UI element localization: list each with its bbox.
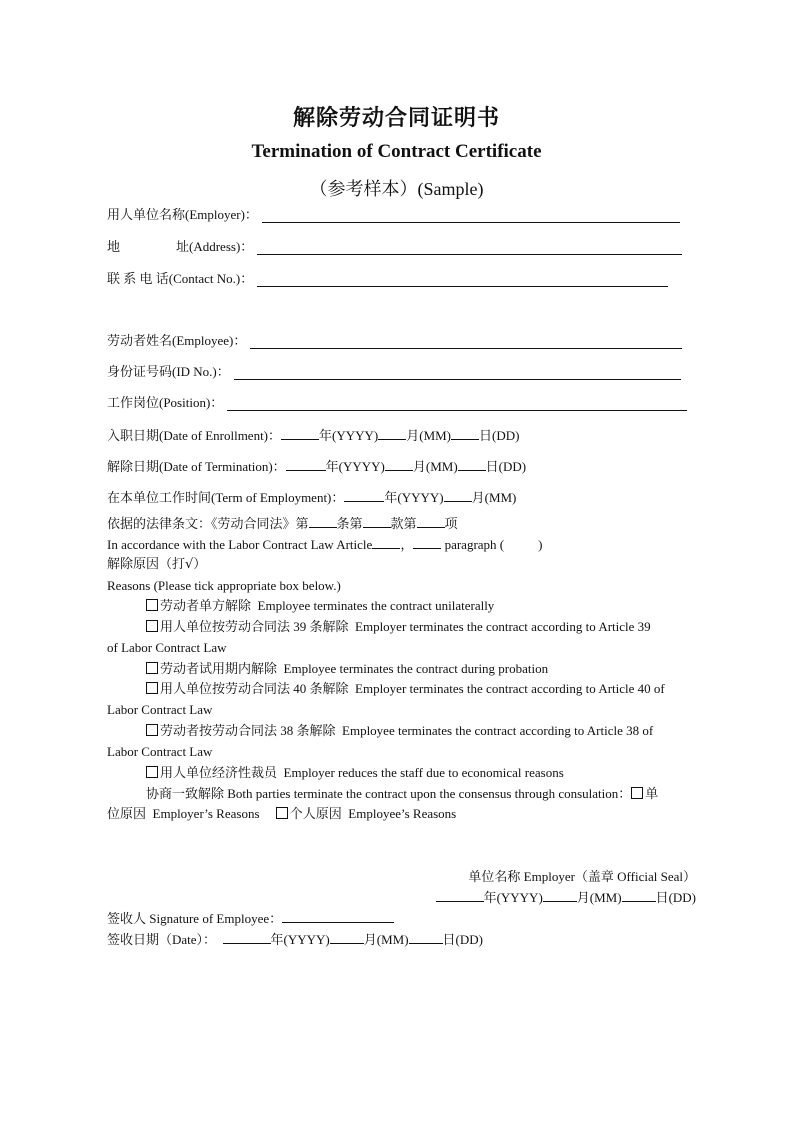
consensus-option bbox=[146, 786, 658, 802]
reasons-heading-en: Reasons (Please tick appropriate box below.) bbox=[107, 578, 341, 593]
day-unit: 日(DD) bbox=[485, 459, 527, 474]
reasons-heading-cn: 解除原因（打√） bbox=[107, 557, 207, 572]
reason-continuation: of Labor Contract Law bbox=[107, 640, 227, 655]
year-unit: 年(YYYY) bbox=[325, 459, 385, 474]
item-blank[interactable] bbox=[417, 515, 445, 528]
seal-year-blank[interactable] bbox=[436, 889, 484, 902]
checkbox[interactable] bbox=[146, 599, 158, 611]
law-kuan: 款第 bbox=[390, 516, 417, 531]
signature-blank[interactable] bbox=[282, 910, 394, 923]
page-title: 解除劳动合同证明书 bbox=[292, 106, 500, 131]
employer-reason-checkbox[interactable] bbox=[631, 787, 643, 799]
reason-cn: 用人单位按劳动合同法 39 条解除 bbox=[160, 619, 349, 634]
consensus-en: Both parties terminate the contract upon the consensus through consulation： bbox=[227, 786, 632, 801]
sign-date-label: 签收日期（Date）： bbox=[107, 932, 217, 947]
seal-day-blank[interactable] bbox=[622, 889, 656, 902]
address-field[interactable] bbox=[107, 239, 682, 255]
employer-reason-cn-part2: 位原因 bbox=[107, 806, 147, 821]
termination-date-row bbox=[107, 458, 526, 475]
seal-month-blank[interactable] bbox=[543, 889, 577, 902]
law-paragraph-en: paragraph ( bbox=[444, 537, 505, 552]
id-no-field[interactable] bbox=[107, 364, 681, 380]
reason-cn: 劳动者单方解除 bbox=[160, 598, 252, 613]
checkbox[interactable] bbox=[146, 662, 158, 674]
sign-date-row bbox=[107, 931, 483, 948]
employment-months-blank[interactable] bbox=[444, 489, 472, 502]
checkbox[interactable] bbox=[146, 724, 158, 736]
employer-reason-cn-part1: 单 bbox=[645, 786, 659, 801]
reason-option[interactable] bbox=[146, 765, 564, 781]
year-unit: 年(YYYY) bbox=[319, 428, 379, 443]
address-label-part2: 址(Address)： bbox=[176, 239, 254, 254]
term-month-blank[interactable] bbox=[385, 458, 413, 471]
enrollment-date-row bbox=[107, 427, 519, 444]
law-xiang: 项 bbox=[444, 516, 458, 531]
enroll-month-blank[interactable] bbox=[378, 427, 406, 440]
reason-option[interactable] bbox=[146, 681, 665, 697]
employee-name-field[interactable] bbox=[107, 333, 682, 349]
reason-option[interactable] bbox=[146, 619, 651, 635]
position-field[interactable] bbox=[107, 395, 687, 411]
article-blank[interactable] bbox=[309, 515, 337, 528]
personal-reason-checkbox[interactable] bbox=[276, 807, 288, 819]
personal-reason-en: Employee’s Reasons bbox=[348, 806, 457, 821]
checkbox[interactable] bbox=[146, 620, 158, 632]
consensus-cn: 协商一致解除 bbox=[146, 786, 225, 801]
employee-name-input-line[interactable] bbox=[250, 334, 682, 349]
employer-seal-label: 单位名称 Employer（盖章 Official Seal） bbox=[468, 869, 696, 884]
term-of-employment-label: 在本单位工作时间(Term of Employment)： bbox=[107, 490, 345, 505]
month-unit: 月(MM) bbox=[576, 890, 622, 905]
employer-name-input-line[interactable] bbox=[262, 208, 680, 223]
contact-field[interactable] bbox=[107, 271, 668, 287]
reason-option[interactable] bbox=[146, 598, 494, 614]
year-unit: 年(YYYY) bbox=[384, 490, 444, 505]
employer-reason-en: Employer’s Reasons bbox=[152, 806, 260, 821]
personal-reason-cn: 个人原因 bbox=[289, 806, 342, 821]
position-input-line[interactable] bbox=[227, 396, 687, 411]
id-no-input-line[interactable] bbox=[234, 365, 681, 380]
page-title-english: Termination of Contract Certificate bbox=[251, 141, 542, 162]
day-unit: 日(DD) bbox=[442, 932, 483, 947]
law-prefix-cn: 依据的法律条文：《劳动合同法》第 bbox=[107, 516, 309, 531]
employee-name-label: 劳动者姓名(Employee)： bbox=[107, 333, 247, 348]
checkbox[interactable] bbox=[146, 766, 158, 778]
reason-cn: 用人单位经济性裁员 bbox=[160, 765, 278, 780]
year-unit: 年(YYYY) bbox=[270, 932, 330, 947]
page-subtitle: （参考样本）(Sample) bbox=[309, 179, 484, 199]
checkbox[interactable] bbox=[146, 682, 158, 694]
address-input-line[interactable] bbox=[257, 240, 682, 255]
month-unit: 月(MM) bbox=[471, 490, 517, 505]
contact-label: 联 系 电 话(Contact No.)： bbox=[107, 271, 254, 286]
article-blank-en[interactable] bbox=[372, 536, 400, 549]
employer-name-label: 用人单位名称(Employer)： bbox=[107, 207, 258, 222]
month-unit: 月(MM) bbox=[412, 459, 458, 474]
reason-option[interactable] bbox=[146, 661, 548, 677]
enrollment-date-label: 入职日期(Date of Enrollment)： bbox=[107, 428, 282, 443]
signature-label: 签收人 Signature of Employee： bbox=[107, 911, 283, 926]
reason-option[interactable] bbox=[146, 723, 653, 739]
reason-en: Employee terminates the contract according to Article 38 of bbox=[342, 723, 654, 738]
day-unit: 日(DD) bbox=[479, 428, 520, 443]
reason-continuation: Labor Contract Law bbox=[107, 702, 213, 717]
term-of-employment-row bbox=[107, 489, 516, 506]
consensus-sub-options bbox=[107, 806, 456, 822]
paragraph-blank-en[interactable] bbox=[413, 536, 441, 549]
reason-cn: 用人单位按劳动合同法 40 条解除 bbox=[160, 681, 349, 696]
month-unit: 月(MM) bbox=[363, 932, 409, 947]
reason-en: Employer terminates the contract according to Article 39 bbox=[355, 619, 651, 634]
day-unit: 日(DD) bbox=[655, 890, 696, 905]
termination-date-label: 解除日期(Date of Termination)： bbox=[107, 459, 286, 474]
contact-input-line[interactable] bbox=[257, 272, 668, 287]
paragraph-blank[interactable] bbox=[363, 515, 391, 528]
reason-cn: 劳动者试用期内解除 bbox=[160, 661, 278, 676]
reason-continuation: Labor Contract Law bbox=[107, 744, 213, 759]
term-year-blank[interactable] bbox=[286, 458, 326, 471]
law-prefix-en: In accordance with the Labor Contract Law Article bbox=[107, 537, 373, 552]
law-basis-cn bbox=[107, 515, 458, 532]
year-unit: 年(YYYY) bbox=[483, 890, 543, 905]
reason-en: Employee terminates the contract during probation bbox=[283, 661, 549, 676]
enroll-day-blank[interactable] bbox=[451, 427, 479, 440]
term-day-blank[interactable] bbox=[458, 458, 486, 471]
law-tiao: 条第 bbox=[336, 516, 363, 531]
enroll-year-blank[interactable] bbox=[281, 427, 319, 440]
reason-en: Employer reduces the staff due to economical reasons bbox=[283, 765, 564, 780]
law-close: ) bbox=[538, 537, 543, 552]
address-label-part1: 地 bbox=[107, 239, 121, 254]
month-unit: 月(MM) bbox=[406, 428, 452, 443]
id-no-label: 身份证号码(ID No.)： bbox=[107, 364, 230, 379]
signature-row bbox=[107, 910, 394, 927]
law-comma: ， bbox=[400, 537, 414, 552]
employment-years-blank[interactable] bbox=[344, 489, 384, 502]
law-basis-en bbox=[107, 536, 542, 553]
seal-date-row bbox=[436, 889, 696, 906]
sign-month-blank[interactable] bbox=[330, 931, 364, 944]
sign-year-blank[interactable] bbox=[223, 931, 271, 944]
employer-name-field[interactable] bbox=[107, 207, 680, 223]
position-label: 工作岗位(Position)： bbox=[107, 395, 224, 410]
reason-en: Employer terminates the contract according to Article 40 of bbox=[355, 681, 665, 696]
sign-day-blank[interactable] bbox=[409, 931, 443, 944]
reason-cn: 劳动者按劳动合同法 38 条解除 bbox=[160, 723, 336, 738]
reason-en: Employee terminates the contract unilaterally bbox=[257, 598, 495, 613]
